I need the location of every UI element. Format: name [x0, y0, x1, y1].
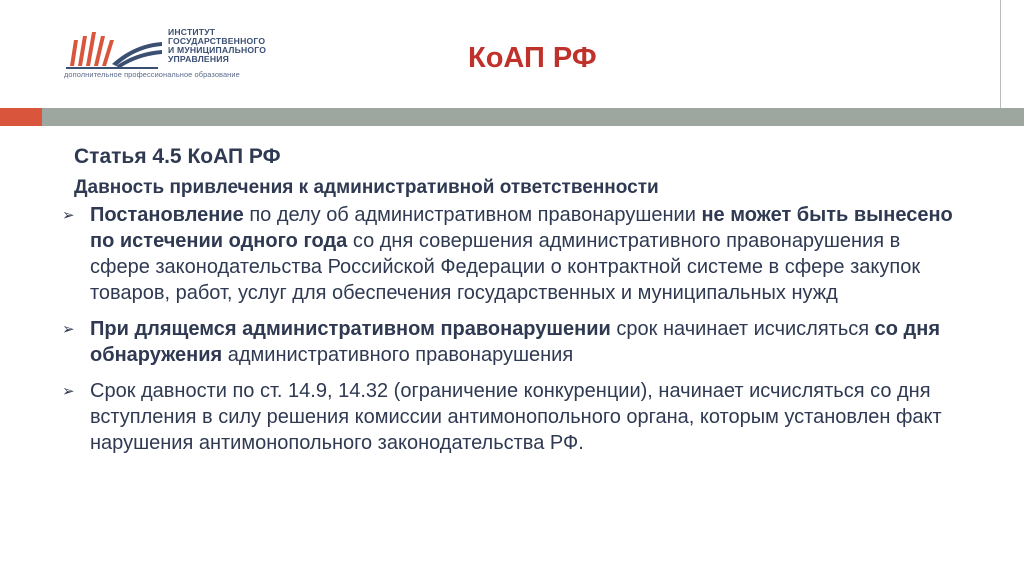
institute-tagline: дополнительное профессиональное образование	[64, 70, 240, 79]
institute-logo	[64, 22, 304, 82]
body-text: административного правонарушения	[222, 344, 574, 366]
arrow-bullet-icon: ➢	[62, 321, 75, 338]
body-text: по делу об административном правонарушении	[243, 204, 702, 226]
list-item	[62, 202, 962, 306]
emphasis-text: При длящемся административном правонарушении	[90, 318, 611, 340]
article-subtitle: Давность привлечения к административной ответственности	[74, 177, 659, 198]
slide-title: КоАП РФ	[468, 42, 597, 74]
header-divider-line	[1000, 0, 1001, 108]
emphasis-text: не может быть вынесено по истечении одного года	[90, 204, 953, 252]
books-logo-icon	[64, 26, 164, 70]
body-text: со дня совершения административного правонарушения в сфере законодательства Российской Федерации о контрактной системе в сфере закупок товаров, работ, услуг для обеспечения государственных и муниципальных нужд	[90, 230, 921, 304]
accent-bar	[0, 108, 42, 126]
header-bar	[42, 108, 1024, 126]
arrow-bullet-icon: ➢	[62, 207, 75, 224]
emphasis-text: со дня обнаружения	[90, 318, 940, 366]
bullet-list	[62, 202, 962, 456]
slide-body	[62, 136, 962, 466]
article-title: Статья 4.5 КоАП РФ	[74, 145, 281, 168]
institute-name: ИНСТИТУТ ГОСУДАРСТВЕННОГО И МУНИЦИПАЛЬНОГО УПРАВЛЕНИЯ	[168, 27, 267, 64]
body-text: Срок давности по ст. 14.9, 14.32 (ограничение конкуренции), начинает исчисляться со дня вступления в силу решения комиссии антимонопольного органа, которым установлен факт нарушения антимонопольного законодательства РФ.	[90, 380, 942, 454]
list-item	[62, 378, 962, 456]
arrow-bullet-icon: ➢	[62, 383, 75, 400]
list-item	[62, 316, 962, 368]
slide-header	[0, 0, 1024, 108]
emphasis-text: Постановление	[90, 204, 244, 226]
body-text: срок начинает исчисляться	[610, 318, 875, 340]
